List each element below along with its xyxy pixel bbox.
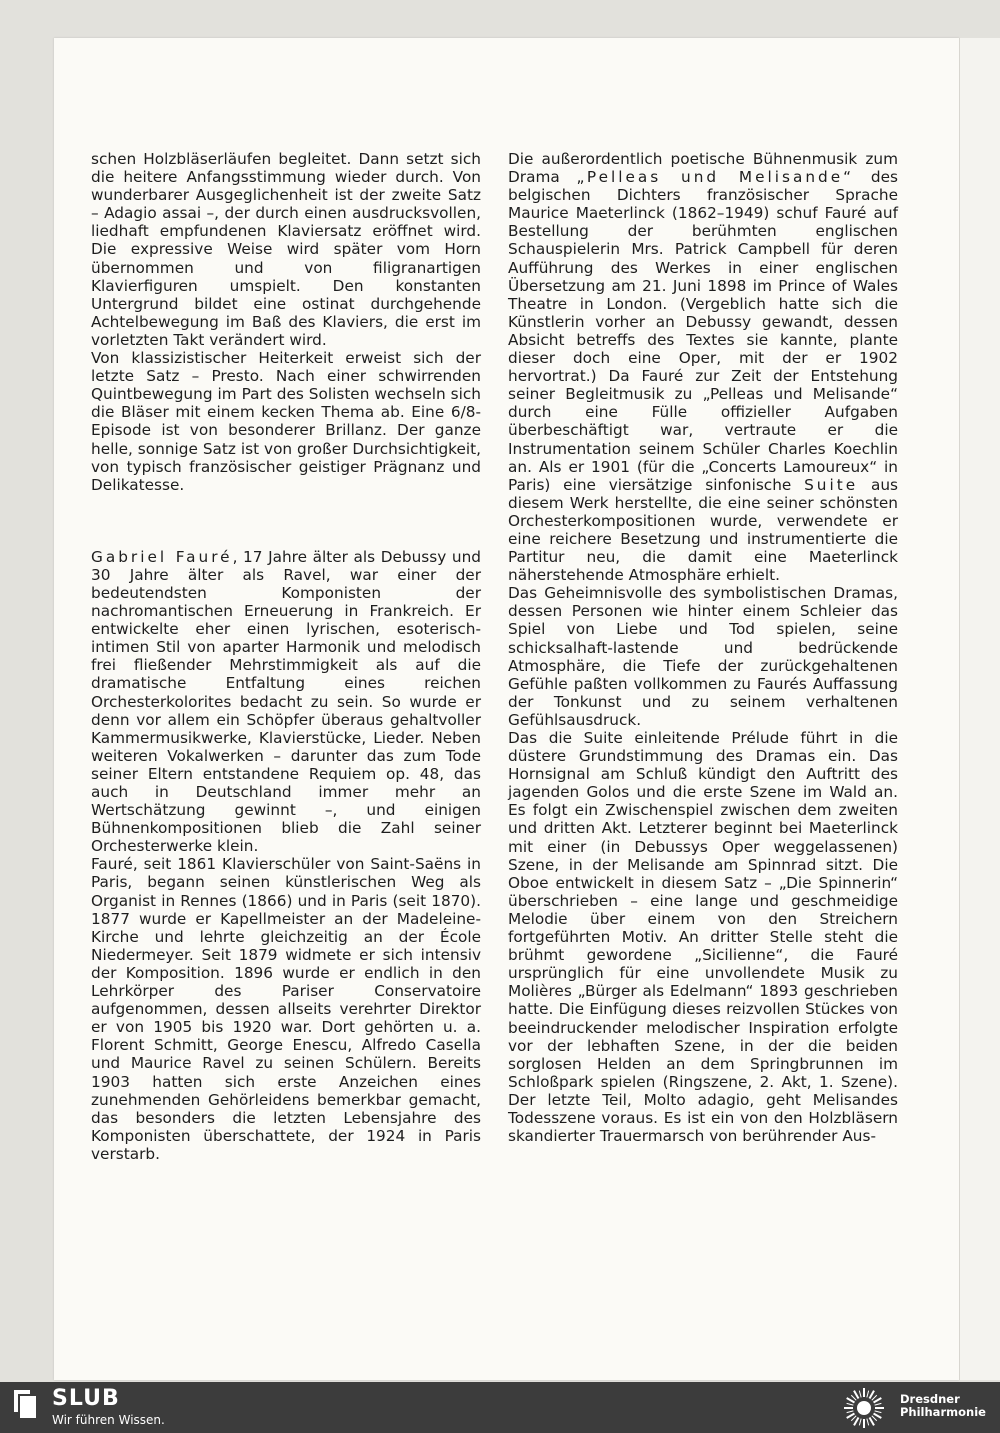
slub-subtitle: Wir führen Wissen. (52, 1413, 165, 1427)
faure-bio-text: , 17 Jahre älter als Debussy und 30 Jahre älter als Ravel, war einer der bedeutendsten Komponisten der nachromantischen Erneuerung in Frankreich. Er entwickelte eher einen lyrischen, esoterisch-intimen Stil von aparter Harmonik und melodisch frei fließender Mehrstimmigkeit als auf die dramatische Entfaltung eines reichen Orchesterkolorites bedacht zu sein. So wurde er denn vor allem ein Schöpfer überaus gehaltvoller Kammermusikwerke, Klavierstücke, Lieder. Neben weiteren Vokalwerken – darunter das zum Tode seiner Eltern entstandene Requiem op. 48, das auch in Deutschland immer mehr an Wertschätzung gewinnt –, und einigen Bühnenkompositionen blieb die Zahl seiner Orchesterwerke klein. (91, 547, 481, 856)
partner-line-2: Philharmonie (900, 1405, 986, 1419)
left-text-column (91, 150, 481, 1163)
dresdner-philharmonie-label[interactable] (900, 1393, 986, 1419)
paragraph-faure-bio (91, 548, 481, 856)
column-gap (91, 494, 481, 548)
partner-line-1: Dresdner (900, 1392, 960, 1406)
work-title: „Pelleas und Melisande“ (576, 168, 855, 187)
suite-word: Suite (804, 475, 859, 494)
next-page-edge (959, 38, 1000, 1380)
footer-bar (0, 1382, 1000, 1433)
paragraph-faure-career: Fauré, seit 1861 Klavierschüler von Saint-Saëns in Paris, begann seinen künstlerischen Weg als Organist in Rennes (1866) und in Paris (seit 1870). 1877 wurde er Kapellmeister an der Madeleine-Kirche und lehrte gleichzeitig an der École Niedermeyer. Seit 1879 widmete er sich intensiv der Komposition. 1896 wurde er endlich in den Lehrkörper des Pariser Conservatoire aufgenommen, dessen allseits verehrter Direktor er von 1905 bis 1920 war. Dort gehörten u. a. Florent Schmitt, George Enescu, Alfredo Casella und Maurice Ravel zu seinen Schülern. Bereits 1903 hatten sich erste Anzeichen eines zunehmenden Gehörleidens bemerkbar gemacht, das besonders die letzten Lebensjahre des Komponisten überschattete, der 1924 in Paris verstarb. (91, 855, 481, 1163)
paragraph-adagio: schen Holzbläserläufen begleitet. Dann setzt sich die heitere Anfangsstimmung wieder durch. Von wunderbarer Ausgeglichenheit ist der zweite Satz – Adagio assai –, der durch einen ausdrucksvollen, liedhaft empfundenen Klaviersatz eröffnet wird. Die expressive Weise wird später vom Horn übernommen und von filigranartigen Klavierfiguren umspielt. Den konstanten Untergrund bildet eine ostinat durchgehende Achtelbewegung im Baß des Klaviers, die erst im vorletzten Takt verändert wird. (91, 150, 481, 349)
paragraph-symbolism: Das Geheimnisvolle des symbolistischen Dramas, dessen Personen wie hinter einem Schleier das Spiel von Liebe und Tod spielen, seine schicksalhaft-lastende und bedrückende Atmosphäre, die Tiefe der zurückgehaltenen Gefühle paßten vollkommen zu Faurés Auffassung der Tonkunst und zu seinem verhaltenen Gefühlsausdruck. (508, 584, 898, 729)
right-text-column (508, 150, 898, 1145)
slub-logo-icon[interactable] (14, 1390, 36, 1420)
paragraph-pelleas-intro: Die außerordentlich poetische Bühnenmusik zum Drama „Pelleas und Melisande“ des belgischen Dichters französischer Sprache Maurice Maeterlinck (1862–1949) schuf Fauré auf Bestellung der berühmten englischen Schauspielerin Mrs. Patrick Campbell für deren Aufführung des Werkes in einer englischen Übersetzung am 21. Juni 1898 im Prince of Wales Theatre in London. (Vergeblich hatte sich die Künstlerin vorher an Debussy gewandt, dessen Absicht betreffs des Textes sie kannte, plante dieser doch eine Oper, mit der er 1902 hervortrat.) Da Fauré zur Zeit der Entstehung seiner Begleitmusik zu „Pelleas und Melisande“ durch eine Fülle offizieller Aufgaben überbeschäftigt war, vertraute er die Instrumentation seinem Schüler Charles Koechlin an. Als er 1901 (für die „Concerts Lamoureux“ in Paris) eine viersätzige sinfonische Suite aus diesem Werk herstellte, die eine seiner schönsten Orchesterkompositionen wurde, verwendete er eine reichere Besetzung und instrumentierte die Partitur neu, die damit eine Maeterlinck näherstehende Atmosphäre erhielt. (508, 150, 898, 585)
dresdner-philharmonie-logo-icon[interactable] (842, 1386, 886, 1430)
composer-name: Gabriel Fauré (91, 547, 233, 566)
slub-title[interactable]: SLUB (52, 1386, 120, 1411)
paragraph-suite-movements: Das die Suite einleitende Prélude führt in die düstere Grundstimmung des Dramas ein. Das Hornsignal am Schluß kündigt den Auftritt des jagenden Golos und die erste Szene im Wald an. Es folgt ein Zwischenspiel zwischen dem zweiten und dritten Akt. Letzterer beginnt bei Maeterlinck mit einer (in Debussys Oper weggelassenen) Szene, in der Melisande am Spinnrad sitzt. Die Oboe entwickelt in diesem Satz – „Die Spinnerin“ überschrieben – eine lange und geschmeidige Melodie über einem von den Streichern fortgeführten Motiv. An dritter Stelle steht die brühmt gewordene „Sicilienne“, die Fauré ursprünglich für eine unvollendete Musik zu Molières „Bürger als Edelmann“ 1893 geschrieben hatte. Die Einfügung dieses reizvollen Stückes von beeindruckender melodischer Inspiration erfolgte vor der lebhaften Szene, in der die beiden sorglosen Helden an dem Springbrunnen im Schloßpark spielen (Ringszene, 2. Akt, 1. Szene). Der letzte Teil, Molto adagio, geht Melisandes Todesszene voraus. Es ist ein von den Holzbläsern skandierter Trauermarsch von berührender Aus- (508, 729, 898, 1146)
paragraph-presto: Von klassizistischer Heiterkeit erweist sich der letzte Satz – Presto. Nach einer schwirrenden Quintbewegung im Part des Solisten wechseln sich die Bläser mit einem kecken Thema ab. Eine 6/8-Episode ist von besonderer Brillanz. Der ganze helle, sonnige Satz ist von großer Durchsichtigkeit, von typisch französischer geistiger Prägnanz und Delikatesse. (91, 349, 481, 494)
